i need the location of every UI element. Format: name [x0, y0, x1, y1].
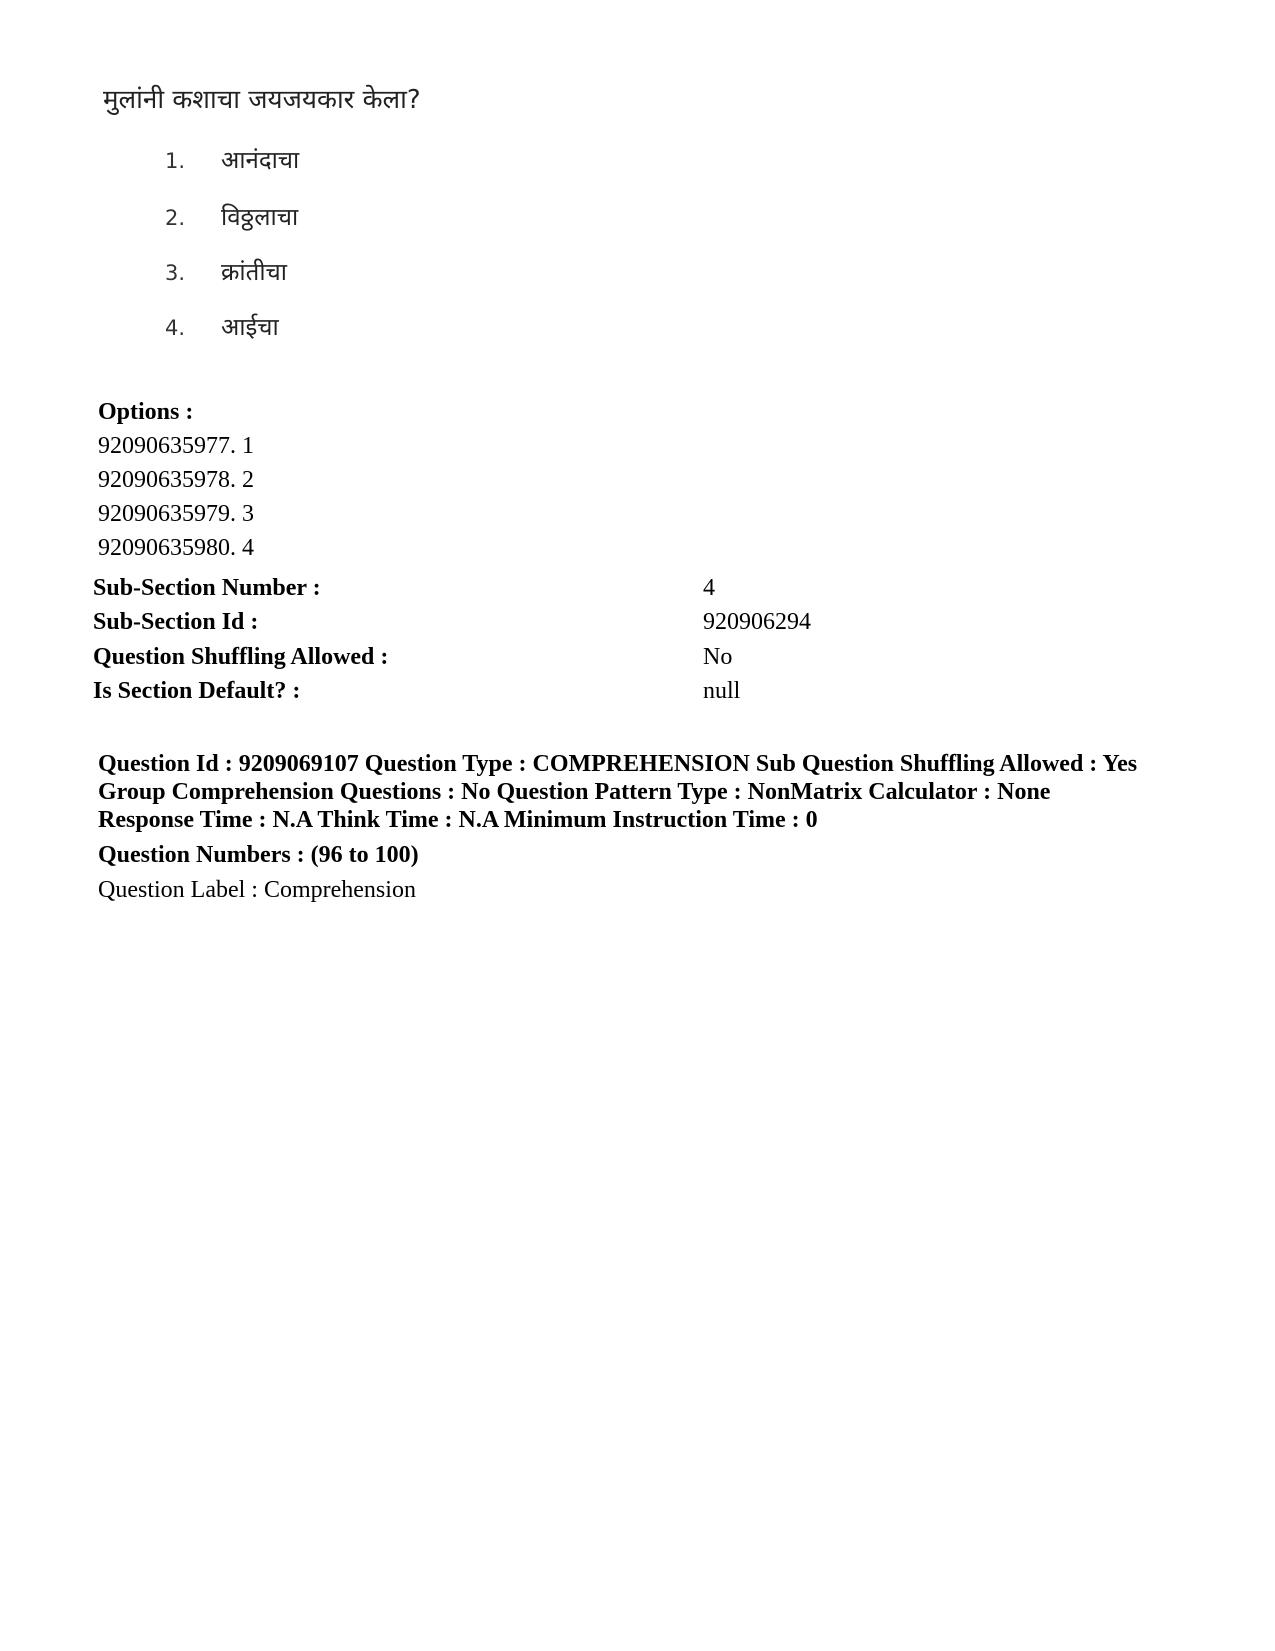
subsection-id-value: 920906294 [703, 609, 811, 635]
choice-label: आनंदाचा [221, 146, 300, 174]
choice-number: 2. [165, 206, 186, 230]
question-numbers: Question Numbers : (96 to 100) [98, 842, 419, 868]
question-image [95, 80, 495, 341]
subsection-number-label: Sub-Section Number : [93, 575, 321, 601]
choice-label: आईचा [221, 313, 279, 341]
choice-number: 3. [165, 261, 186, 285]
choice-item [165, 140, 299, 180]
question-shuffling-value: No [703, 644, 733, 670]
section-default-label: Is Section Default? : [93, 678, 301, 704]
section-default-value: null [703, 678, 741, 704]
choice-item [165, 307, 279, 347]
question-meta [98, 750, 1218, 834]
question-label: Question Label : Comprehension [98, 877, 416, 903]
choice-number: 1. [165, 149, 186, 173]
question-text: मुलांनी कशाचा जयजयकार केला? [103, 85, 421, 115]
choice-number: 4. [165, 316, 186, 340]
option-item: 92090635980. 4 [98, 535, 254, 561]
question-meta-line: Group Comprehension Questions : No Question Pattern Type : NonMatrix Calculator : None [98, 779, 1051, 805]
subsection-number-value: 4 [703, 575, 715, 601]
option-item: 92090635978. 2 [98, 467, 254, 493]
options-title: Options : [98, 399, 194, 425]
option-item: 92090635979. 3 [98, 501, 254, 527]
choice-item [165, 197, 298, 237]
subsection-id-label: Sub-Section Id : [93, 609, 259, 635]
question-meta-line: Response Time : N.A Think Time : N.A Minimum Instruction Time : 0 [98, 807, 818, 833]
question-shuffling-label: Question Shuffling Allowed : [93, 644, 389, 670]
choice-label: क्रांतीचा [221, 258, 287, 286]
choice-item [165, 252, 287, 292]
choice-label: विठ्ठलाचा [221, 203, 299, 231]
option-item: 92090635977. 1 [98, 433, 254, 459]
question-meta-line: Question Id : 9209069107 Question Type : COMPREHENSION Sub Question Shuffling Allowed : Yes [98, 751, 1138, 777]
